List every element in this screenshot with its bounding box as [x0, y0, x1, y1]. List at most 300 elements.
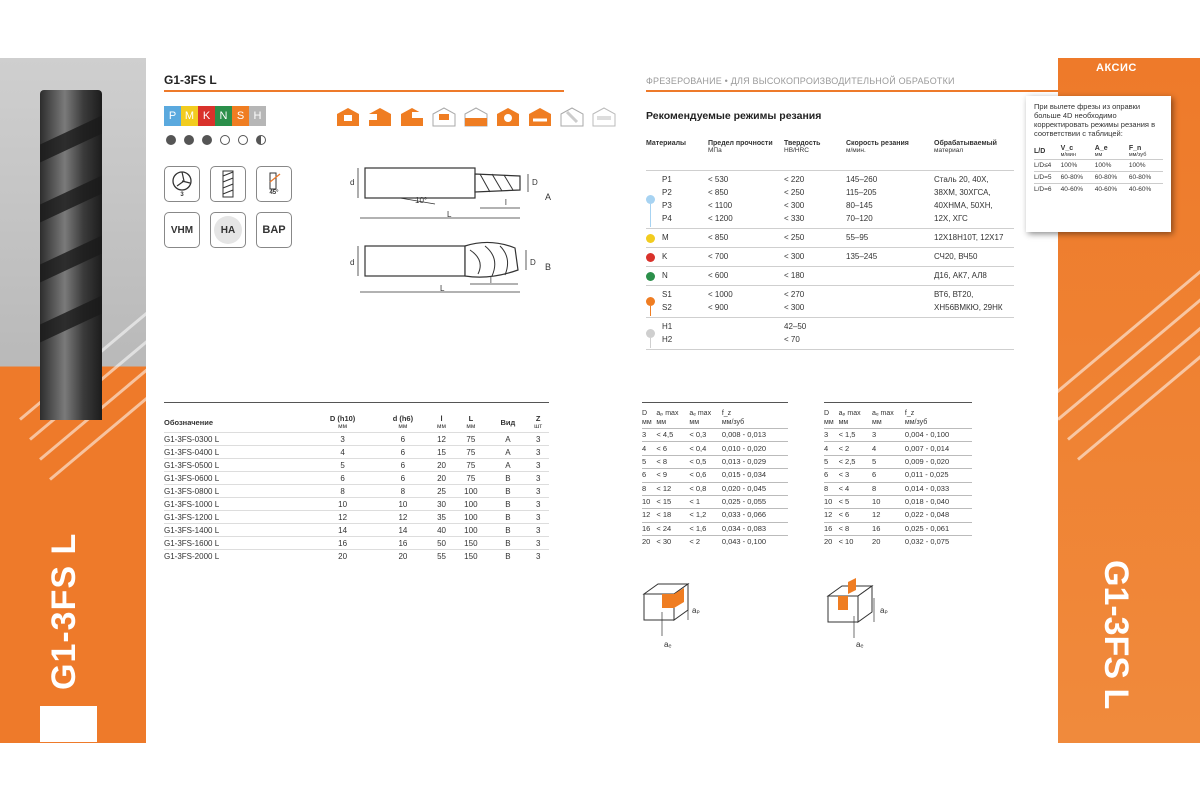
ap-label: aₚ — [692, 606, 700, 615]
table-cell: 0,013 - 0,029 — [722, 455, 788, 468]
table-cell: 0,043 - 0,100 — [722, 536, 788, 549]
cut-header — [642, 408, 656, 429]
table-cell: 6 — [824, 469, 839, 482]
label-L: L — [440, 284, 445, 293]
rec-cell: 80–145 — [846, 201, 873, 210]
rec-cell: < 530 — [708, 175, 729, 184]
spec-table — [164, 412, 549, 562]
table-cell: G1-3FS-1400 L — [164, 524, 309, 537]
rec-cell: < 850 — [708, 188, 729, 197]
material-dot — [646, 329, 655, 338]
material-dot-line — [650, 338, 651, 348]
table-cell: < 0,5 — [689, 455, 721, 468]
table-cell: < 1,5 — [839, 429, 872, 442]
table-cell: G1-3FS-1600 L — [164, 537, 309, 550]
shape-9-icon — [591, 106, 617, 128]
table-cell: A — [488, 433, 527, 446]
table-cell: 3 — [527, 433, 549, 446]
spec-header-unit: мм — [398, 423, 408, 430]
dot-empty — [220, 135, 230, 145]
rec-cell: 40ХНМА, 50ХН, — [934, 201, 993, 210]
table-row — [164, 472, 549, 485]
table-cell: G1-3FS-0500 L — [164, 459, 309, 472]
table-cell: 3 — [527, 511, 549, 524]
cut-header-unit: мм — [872, 419, 882, 426]
label-L: L — [447, 210, 452, 219]
table-cell: 4 — [642, 442, 656, 455]
table-cell: 0,034 - 0,083 — [722, 522, 788, 535]
overhang-info-text: При вылете фрезы из оправки больше 4D необходимо корректировать режимы резания в соответствии с таблицей: — [1034, 102, 1156, 138]
table-cell: B — [488, 472, 527, 485]
table-cell: 16 — [376, 537, 430, 550]
rec-header — [784, 140, 820, 154]
rec-header — [708, 140, 773, 154]
table-cell: 10 — [376, 498, 430, 511]
table-cell: 25 — [430, 485, 454, 498]
cut-header-unit: мм — [824, 419, 834, 426]
table-row — [824, 455, 972, 468]
material-vhm-icon: VHM — [164, 212, 200, 248]
table-row — [642, 509, 788, 522]
rec-cell: ХН56ВМКЮ, 29НК — [934, 303, 1003, 312]
rec-cell: S2 — [662, 303, 672, 312]
shape-5-icon — [463, 106, 489, 128]
rec-cell: < 1000 — [708, 290, 733, 299]
cut-header — [872, 408, 905, 429]
dot-full — [166, 135, 176, 145]
table-cell: 0,004 - 0,100 — [905, 429, 972, 442]
material-dot — [646, 195, 655, 204]
spec-header-label: d (h6) — [392, 414, 414, 423]
rec-cell: < 180 — [784, 271, 805, 280]
spec-header-label: D (h10) — [329, 414, 356, 423]
table-row — [164, 498, 549, 511]
spec-header — [309, 412, 376, 433]
table-row — [642, 522, 788, 535]
table-cell: 4 — [309, 446, 376, 459]
table-cell: < 15 — [656, 495, 689, 508]
table-cell: 75 — [453, 446, 488, 459]
rec-header-label: Скорость резания — [846, 140, 909, 147]
table-cell: A — [488, 446, 527, 459]
table-row — [642, 536, 788, 549]
table-cell: 8 — [376, 485, 430, 498]
table-cell: G1-3FS-0400 L — [164, 446, 309, 459]
material-group — [646, 247, 1014, 266]
label-l: l — [505, 198, 507, 207]
table-cell: 100 — [453, 511, 488, 524]
table-cell: 0,032 - 0,075 — [905, 536, 972, 549]
cut-header — [824, 408, 839, 429]
table-cell: A — [488, 459, 527, 472]
label-D: D — [530, 258, 536, 267]
table-cell: 12 — [824, 509, 839, 522]
rec-cell: P2 — [662, 188, 672, 197]
rec-cell: P3 — [662, 201, 672, 210]
shape-2-icon — [367, 106, 393, 128]
table-cell: 10 — [309, 498, 376, 511]
table-cell: 3 — [642, 429, 656, 442]
rec-cell: M — [662, 233, 669, 242]
cut-header — [689, 408, 721, 429]
table-cell: 100 — [453, 524, 488, 537]
table-cell: < 9 — [656, 469, 689, 482]
table-row — [1034, 160, 1163, 172]
table-cell: < 1,6 — [689, 522, 721, 535]
cut-header-label: aₚ max — [838, 410, 861, 417]
category-header: ФРЕЗЕРОВАНИЕ • ДЛЯ ВЫСОКОПРОИЗВОДИТЕЛЬНОЙ ОБРАБОТКИ — [646, 76, 955, 86]
rec-cell: < 850 — [708, 233, 729, 242]
table-cell: 0,025 - 0,061 — [905, 522, 972, 535]
rec-header — [934, 140, 997, 154]
rec-header-label: Твердость — [784, 140, 821, 147]
table-cell: 4 — [872, 442, 905, 455]
table-cell: 0,020 - 0,045 — [722, 482, 788, 495]
shape-1-icon — [335, 106, 361, 128]
cut-header-unit: мм — [689, 419, 700, 426]
label-type-b: B — [545, 262, 552, 272]
spec-header-label: Вид — [500, 417, 516, 427]
table-cell: 100 — [453, 498, 488, 511]
tool-drawing — [340, 160, 560, 300]
table-cell: < 0,3 — [689, 429, 721, 442]
table-cell: 20 — [430, 459, 454, 472]
spec-header — [527, 412, 549, 433]
table-row — [824, 509, 972, 522]
table-cell: 0,007 - 0,014 — [905, 442, 972, 455]
spec-header-unit: шт — [534, 423, 543, 430]
cut-header-label: aₚ max — [656, 410, 679, 417]
table-cell: < 5 — [839, 495, 872, 508]
shape-4-icon — [431, 106, 457, 128]
table-cell: 100% — [1129, 160, 1163, 172]
table-cell: 16 — [872, 522, 905, 535]
table-row — [642, 482, 788, 495]
label-d: d — [350, 178, 355, 187]
rec-cell: K — [662, 252, 668, 261]
label-type-a: A — [545, 192, 552, 202]
overhang-info-card — [1026, 96, 1171, 232]
table-cell: G1-3FS-2000 L — [164, 550, 309, 563]
table-cell: 14 — [309, 524, 376, 537]
table-cell: 15 — [430, 446, 454, 459]
table-cell: 3 — [527, 524, 549, 537]
ld-header — [1095, 144, 1129, 160]
rec-cell: H1 — [662, 322, 673, 331]
ld-header-label: V_c — [1060, 145, 1074, 152]
rec-cell: < 220 — [784, 175, 805, 184]
table-cell: < 24 — [656, 522, 689, 535]
icon-row-1 — [164, 166, 292, 202]
table-row — [824, 522, 972, 535]
table-cell: < 2 — [689, 536, 721, 549]
rec-cell: 115–205 — [846, 188, 877, 197]
material-group — [646, 317, 1014, 349]
cut-table-1-rule — [642, 402, 788, 403]
table-row — [164, 511, 549, 524]
material-dot — [646, 234, 655, 243]
table-cell: B — [488, 498, 527, 511]
rec-cell: < 70 — [784, 335, 800, 344]
dot-empty — [238, 135, 248, 145]
table-cell: 0,025 - 0,055 — [722, 495, 788, 508]
table-cell: 10 — [642, 495, 656, 508]
cut-table-2-rule — [824, 402, 972, 403]
table-cell: 3 — [527, 459, 549, 472]
rec-cell: 135–245 — [846, 252, 878, 261]
table-cell: 100% — [1061, 160, 1095, 172]
rec-cell: Сталь 20, 40Х, — [934, 175, 989, 184]
table-cell: 40-60% — [1061, 184, 1095, 196]
rec-header-label: Обрабатываемый — [934, 140, 997, 147]
table-cell: 3 — [872, 429, 905, 442]
spec-header — [453, 412, 488, 433]
table-row — [824, 495, 972, 508]
material-dot — [646, 272, 655, 281]
rec-cell: S1 — [662, 290, 672, 299]
brand-logo: АКСИС — [1096, 62, 1137, 74]
spec-header-label: Обозначение — [164, 417, 214, 427]
table-cell: 60-80% — [1061, 172, 1095, 184]
table-cell: 100 — [453, 485, 488, 498]
table-row — [164, 524, 549, 537]
iso-cell-k: K — [198, 106, 215, 126]
rec-cell: < 700 — [708, 252, 729, 261]
table-cell: B — [488, 485, 527, 498]
table-cell: < 2 — [839, 442, 872, 455]
shape-6-icon — [495, 106, 521, 128]
table-cell: 60-80% — [1095, 172, 1129, 184]
table-row — [164, 550, 549, 563]
table-cell: 0,018 - 0,040 — [905, 495, 972, 508]
ld-header-unit: мм — [1094, 152, 1103, 158]
rec-cell: < 300 — [784, 201, 805, 210]
table-cell: 5 — [872, 455, 905, 468]
iso-cell-m: M — [181, 106, 198, 126]
table-cell: G1-3FS-1200 L — [164, 511, 309, 524]
rec-cell: 55–95 — [846, 233, 869, 242]
table-cell: < 3 — [839, 469, 872, 482]
table-cell: L/D=6 — [1034, 184, 1061, 196]
material-dot — [646, 297, 655, 306]
dot-half — [256, 135, 266, 145]
ap-label: aₚ — [880, 606, 888, 615]
label-l: l — [490, 276, 492, 285]
rec-cell: СЧ20, ВЧ50 — [934, 252, 978, 261]
rec-cell: P1 — [662, 175, 672, 184]
table-row — [824, 482, 972, 495]
label-angle: 10° — [415, 196, 428, 205]
spec-header — [488, 412, 527, 433]
bap-icon: BAP — [256, 212, 292, 248]
rec-cell: < 250 — [784, 188, 805, 197]
table-row — [1034, 184, 1163, 196]
table-cell: 0,015 - 0,034 — [722, 469, 788, 482]
table-cell: 0,010 - 0,020 — [722, 442, 788, 455]
table-cell: 30 — [430, 498, 454, 511]
table-cell: 6 — [642, 469, 656, 482]
cut-header-label: D — [824, 410, 830, 417]
table-cell: < 2,5 — [839, 455, 872, 468]
rec-cell: < 250 — [784, 233, 805, 242]
table-row — [642, 429, 788, 442]
rec-header — [646, 140, 686, 147]
table-cell: 0,022 - 0,048 — [905, 509, 972, 522]
table-cell: 3 — [824, 429, 839, 442]
cut-header — [656, 408, 689, 429]
table-cell: 0,011 - 0,025 — [905, 469, 972, 482]
iso-suitability-dots — [166, 135, 266, 145]
table-cell: 40-60% — [1129, 184, 1163, 196]
cut-header-label: aₑ max — [872, 410, 894, 417]
table-cell: 12 — [376, 511, 430, 524]
table-cell: 75 — [453, 472, 488, 485]
decor-stripe — [1058, 251, 1200, 420]
cut-header — [722, 408, 788, 429]
rec-header-unit: материал — [934, 147, 964, 154]
rec-cell: < 1200 — [708, 214, 733, 223]
table-cell: 6 — [376, 433, 430, 446]
table-cell: 0,014 - 0,033 — [905, 482, 972, 495]
iso-cell-s: S — [232, 106, 249, 126]
table-cell: 75 — [453, 433, 488, 446]
table-cell: 3 — [527, 446, 549, 459]
shape-7-icon — [527, 106, 553, 128]
rec-cell: < 1100 — [708, 201, 733, 210]
table-cell: 16 — [309, 537, 376, 550]
cut-header-label: aₑ max — [689, 410, 712, 417]
iso-cell-p: P — [164, 106, 181, 126]
cut-header-unit: мм/зуб — [904, 419, 928, 426]
table-cell: B — [488, 550, 527, 563]
table-cell: < 0,8 — [689, 482, 721, 495]
helix-icon — [210, 166, 246, 202]
table-cell: 8 — [642, 482, 656, 495]
table-cell: < 10 — [839, 536, 872, 549]
table-cell: < 18 — [656, 509, 689, 522]
rec-cell: 70–120 — [846, 214, 873, 223]
rec-cell: < 900 — [708, 303, 729, 312]
table-row — [642, 469, 788, 482]
table-cell: G1-3FS-0600 L — [164, 472, 309, 485]
cut-header-label: D — [642, 410, 648, 417]
table-cell: 60-80% — [1129, 172, 1163, 184]
table-row — [1034, 172, 1163, 184]
table-cell: B — [488, 537, 527, 550]
rec-cell: 38ХМ, 30ХГСА, — [934, 188, 991, 197]
table-cell: 3 — [527, 537, 549, 550]
material-group — [646, 228, 1014, 247]
ld-header — [1061, 144, 1095, 160]
table-row — [824, 536, 972, 549]
rec-cell: ВТ6, ВТ20, — [934, 290, 974, 299]
table-cell: 20 — [642, 536, 656, 549]
table-row — [642, 495, 788, 508]
iso-cell-n: N — [215, 106, 232, 126]
table-cell: 14 — [376, 524, 430, 537]
table-cell: 0,033 - 0,066 — [722, 509, 788, 522]
material-group — [646, 285, 1014, 317]
ld-header — [1034, 144, 1061, 160]
ld-header-label: L/D — [1034, 148, 1046, 155]
table-cell: G1-3FS-1000 L — [164, 498, 309, 511]
rec-header-unit: МПа — [708, 147, 722, 154]
table-cell: 3 — [527, 550, 549, 563]
table-cell: 3 — [527, 498, 549, 511]
table-cell: 55 — [430, 550, 454, 563]
table-cell: B — [488, 511, 527, 524]
table-cell: 16 — [642, 522, 656, 535]
table-row — [164, 485, 549, 498]
table-cell: 150 — [453, 550, 488, 563]
rec-cell: < 330 — [784, 214, 805, 223]
rec-bottom-rule — [646, 349, 1014, 350]
table-cell: 0,008 - 0,013 — [722, 429, 788, 442]
rec-cell: < 300 — [784, 252, 805, 261]
table-cell: B — [488, 524, 527, 537]
table-cell: < 1 — [689, 495, 721, 508]
cut-header-label: f_z — [721, 410, 732, 417]
rec-header-unit: м/мин. — [846, 147, 866, 154]
table-cell: < 0,4 — [689, 442, 721, 455]
product-title: G1-3FS L — [164, 73, 217, 87]
table-cell: 3 — [527, 485, 549, 498]
table-cell: 40-60% — [1095, 184, 1129, 196]
rec-cell: < 270 — [784, 290, 805, 299]
table-cell: 10 — [824, 495, 839, 508]
table-row — [164, 446, 549, 459]
icon-row-2 — [164, 212, 292, 248]
iso-cell-h: H — [249, 106, 266, 126]
material-group — [646, 266, 1014, 285]
cut-header — [839, 408, 872, 429]
rec-header-label: Материалы — [646, 140, 687, 147]
table-cell: 12 — [872, 509, 905, 522]
label-D: D — [532, 178, 538, 187]
material-dot — [646, 253, 655, 262]
rec-cell: P4 — [662, 214, 672, 223]
vertical-product-title: G1-3FS L — [45, 532, 83, 690]
machining-shapes-row — [335, 106, 617, 128]
table-cell: 8 — [309, 485, 376, 498]
table-cell: < 8 — [839, 522, 872, 535]
table-cell: 4 — [824, 442, 839, 455]
table-cell: < 12 — [656, 482, 689, 495]
table-cell: < 8 — [656, 455, 689, 468]
helix-angle-icon: 45° — [256, 166, 292, 202]
rec-header-label: Предел прочности — [708, 140, 773, 147]
table-row — [164, 459, 549, 472]
table-cell: 0,009 - 0,020 — [905, 455, 972, 468]
iso-material-row — [164, 106, 266, 126]
table-cell: 75 — [453, 459, 488, 472]
shape-3-icon — [399, 106, 425, 128]
table-row — [824, 429, 972, 442]
table-cell: 20 — [309, 550, 376, 563]
table-row — [642, 442, 788, 455]
cutting-modes-table — [646, 140, 1014, 360]
table-cell: 6 — [376, 446, 430, 459]
cut-header-unit: мм/зуб — [721, 419, 745, 426]
spec-header-unit: мм — [437, 423, 446, 430]
spec-header-label: L — [468, 414, 474, 423]
table-row — [164, 537, 549, 550]
table-cell: 40 — [430, 524, 454, 537]
rec-cell: H2 — [662, 335, 673, 344]
table-row — [824, 469, 972, 482]
vertical-product-title-right: G1-3FS L — [1097, 560, 1135, 710]
table-cell: 3 — [309, 433, 376, 446]
